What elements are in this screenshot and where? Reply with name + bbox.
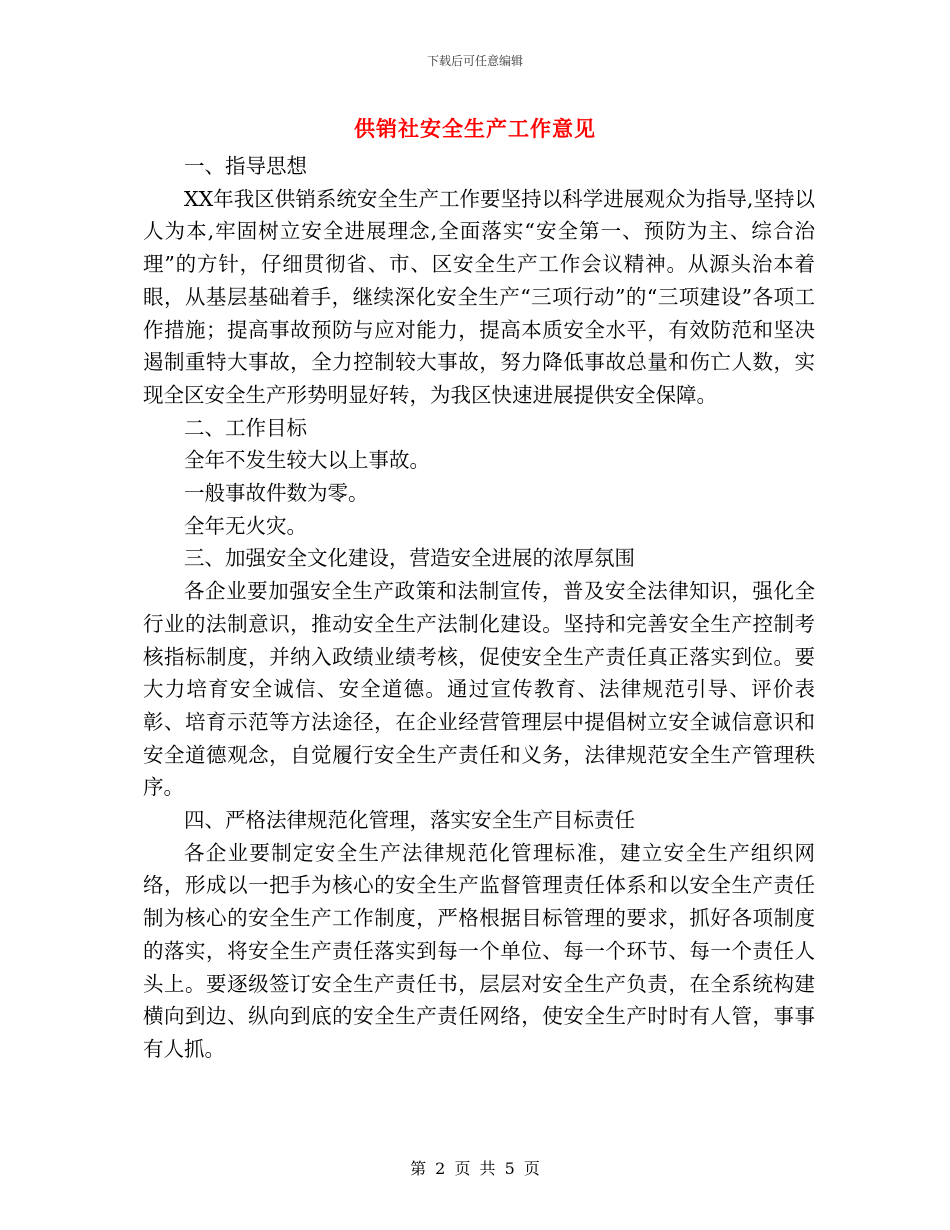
paragraph-guiding-ideology: XX年我区供销系统安全生产工作要坚持以科学进展观众为指导,坚持以人为本,牢固树立安全进展理念,全面落实“安全第一、预防为主、综合治理”的方针，仔细贯彻省、市、区安全生产工作会议精神。从源头治本着眼，从基层基础着手，继续深化安全生产“三项行动”的“三项建设”各项工作措施；提高事故预防与应对能力，提高本质安全水平，有效防范和坚决遏制重特大事故，全力控制较大事故，努力降低事故总量和伤亡人数，实现全区安全生产形势明显好转，为我区快速进展提供安全保障。	[143, 186, 815, 407]
document-body	[143, 150, 815, 1066]
goal-item-1: 全年不发生较大以上事故。	[184, 448, 430, 473]
goal-item-2: 一般事故件数为零。	[184, 481, 369, 506]
section-heading-guiding-ideology: 一、指导思想	[184, 154, 307, 178]
document-title: 供销社安全生产工作意见	[354, 116, 596, 141]
page-number: 第 2 页 共 5 页	[410, 1159, 540, 1178]
paragraph-safety-culture: 各企业要加强安全生产政策和法制宣传，普及安全法律知识，强化全行业的法制意识，推动安全生产法制化建设。坚持和完善安全生产控制考核指标制度，并纳入政绩业绩考核，促使安全生产责任真正落实到位。要大力培育安全诚信、安全道德。通过宣传教育、法律规范引导、评价表彰、培育示范等方法途径，在企业经营管理层中提倡树立安全诚信意识和安全道德观念，自觉履行安全生产责任和义务，法律规范安全生产管理秩序。	[143, 579, 815, 800]
page-header: 下载后可任意编辑	[426, 54, 523, 68]
paragraph-legal-management: 各企业要制定安全生产法律规范化管理标准，建立安全生产组织网络，形成以一把手为核心的安全生产监督管理责任体系和以安全生产责任制为核心的安全生产工作制度，严格根据目标管理的要求，抓好各项制度的落实，将安全生产责任落实到每一个单位、每一个环节、每一个责任人头上。要逐级签订安全生产责任书，层层对安全生产负责，在全系统构建横向到边、纵向到底的安全生产责任网络，使安全生产时时有人管，事事有人抓。	[143, 840, 815, 1061]
section-heading-legal-management: 四、严格法律规范化管理，落实安全生产目标责任	[184, 808, 635, 833]
goal-item-3: 全年无火灾。	[184, 513, 307, 538]
section-heading-safety-culture: 三、加强安全文化建设，营造安全进展的浓厚氛围	[184, 546, 635, 571]
section-heading-work-goals: 二、工作目标	[184, 415, 307, 440]
